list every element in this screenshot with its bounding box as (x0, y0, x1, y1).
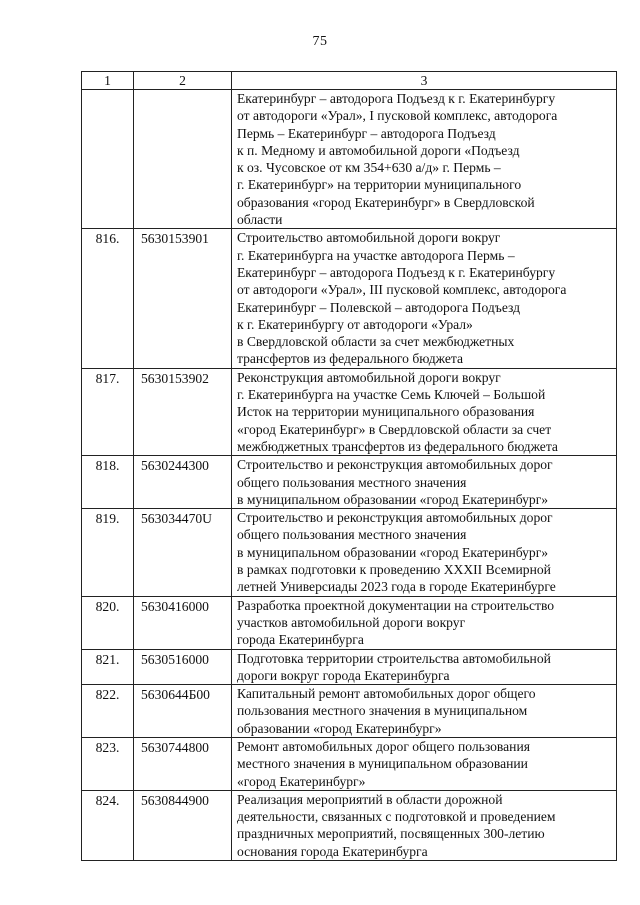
description-line: Пермь – Екатеринбург – автодорога Подъезд (237, 125, 496, 141)
row-number: 820. (82, 596, 134, 649)
description-line: Строительство автомобильной дороги вокруг (237, 230, 501, 246)
description-line: от автодороги «Урал», III пусковой комплекс, автодорога (237, 282, 567, 298)
table-row (82, 456, 617, 509)
row-code: 5630153902 (134, 368, 232, 455)
table-row (82, 368, 617, 455)
description-line: к п. Медному и автомобильной дороги «Подъезд (237, 142, 520, 158)
table-row (82, 649, 617, 685)
row-code: 5630844900 (134, 790, 232, 860)
description-line: основания города Екатеринбурга (237, 843, 428, 859)
description-line: Разработка проектной документации на строительство (237, 597, 555, 613)
description-line: Екатеринбург – автодорога Подъезд к г. Екатеринбургу (237, 264, 556, 280)
description-line: образовании «город Екатеринбург» (237, 720, 442, 736)
row-description (232, 649, 617, 685)
description-line: в муниципальном образовании «город Екатеринбург» (237, 491, 549, 507)
row-number: 819. (82, 509, 134, 596)
description-line: в муниципальном образовании «город Екатеринбург» (237, 544, 549, 560)
description-line: г. Екатеринбурга на участке автодорога Пермь – (237, 247, 515, 263)
description-line: в рамках подготовки к проведению XXXII Всемирной (237, 562, 551, 578)
table-body (82, 90, 617, 861)
description-line: общего пользования местного значения (237, 527, 467, 543)
description-line: города Екатеринбурга (237, 632, 364, 648)
row-description (232, 737, 617, 790)
description-line: «город Екатеринбург» (237, 773, 366, 789)
description-line: к г. Екатеринбургу от автодороги «Урал» (237, 316, 473, 332)
description-line: Екатеринбург – автодорога Подъезд к г. Екатеринбургу (237, 91, 556, 106)
table-row (82, 596, 617, 649)
description-line: области (237, 212, 283, 228)
description-line: дороги вокруг города Екатеринбурга (237, 667, 450, 683)
row-code: 5630644Б00 (134, 685, 232, 738)
row-number: 824. (82, 790, 134, 860)
row-code: 5630744800 (134, 737, 232, 790)
row-number: 816. (82, 229, 134, 368)
description-line: образования «город Екатеринбург» в Свердловской (237, 194, 535, 210)
description-line: деятельности, связанных с подготовкой и проведением (237, 809, 556, 825)
description-line: участков автомобильной дороги вокруг (237, 614, 466, 630)
row-number: 823. (82, 737, 134, 790)
description-line: местного значения в муниципальном образовании (237, 756, 528, 772)
row-code: 563034470U (134, 509, 232, 596)
column-header-1: 1 (82, 72, 134, 90)
row-number: 817. (82, 368, 134, 455)
row-code: 5630244300 (134, 456, 232, 509)
description-line: Строительство и реконструкция автомобильных дорог (237, 457, 553, 473)
description-line: «город Екатеринбург» в Свердловской области за счет (237, 421, 552, 437)
description-line: от автодороги «Урал», I пусковой комплекс, автодорога (237, 108, 558, 124)
row-description (232, 368, 617, 455)
description-line: праздничных мероприятий, посвященных 300-летию (237, 826, 545, 842)
row-description (232, 509, 617, 596)
description-line: Ремонт автомобильных дорог общего пользования (237, 738, 530, 754)
table-row (82, 90, 617, 229)
description-line: Реализация мероприятий в области дорожной (237, 791, 503, 807)
row-description (232, 229, 617, 368)
table-row (82, 509, 617, 596)
description-line: г. Екатеринбург» на территории муниципального (237, 177, 522, 193)
row-description (232, 456, 617, 509)
row-description (232, 596, 617, 649)
row-description (232, 685, 617, 738)
row-code: 5630516000 (134, 649, 232, 685)
table-header-row (82, 72, 617, 90)
row-number: 821. (82, 649, 134, 685)
budget-classification-table (81, 71, 617, 861)
column-header-2: 2 (134, 72, 232, 90)
row-code: 5630153901 (134, 229, 232, 368)
description-line: Капитальный ремонт автомобильных дорог общего (237, 686, 536, 702)
description-line: пользования местного значения в муниципальном (237, 703, 528, 719)
row-number (82, 90, 134, 229)
description-line: в Свердловской области за счет межбюджетных (237, 334, 515, 350)
description-line: г. Екатеринбурга на участке Семь Ключей – Большой (237, 387, 546, 403)
description-line: Реконструкция автомобильной дороги вокруг (237, 369, 501, 385)
description-line: к оз. Чусовское от км 354+630 а/д» г. Пермь – (237, 160, 501, 176)
table-row (82, 790, 617, 860)
description-line: Исток на территории муниципального образования (237, 404, 535, 420)
description-line: Екатеринбург – Полевской – автодорога Подъезд (237, 299, 521, 315)
table-row (82, 229, 617, 368)
description-line: летней Универсиады 2023 года в городе Екатеринбурге (237, 579, 556, 595)
description-line: межбюджетных трансфертов из федерального бюджета (237, 438, 558, 454)
description-line: Строительство и реконструкция автомобильных дорог (237, 510, 553, 526)
description-line: Подготовка территории строительства автомобильной (237, 650, 551, 666)
row-code (134, 90, 232, 229)
row-code: 5630416000 (134, 596, 232, 649)
page-number: 75 (312, 34, 328, 49)
table-row (82, 685, 617, 738)
row-description (232, 90, 617, 229)
row-number: 822. (82, 685, 134, 738)
table-row (82, 737, 617, 790)
column-header-3: 3 (232, 72, 617, 90)
description-line: общего пользования местного значения (237, 474, 467, 490)
row-number: 818. (82, 456, 134, 509)
description-line: трансфертов из федерального бюджета (237, 351, 464, 367)
row-description (232, 790, 617, 860)
